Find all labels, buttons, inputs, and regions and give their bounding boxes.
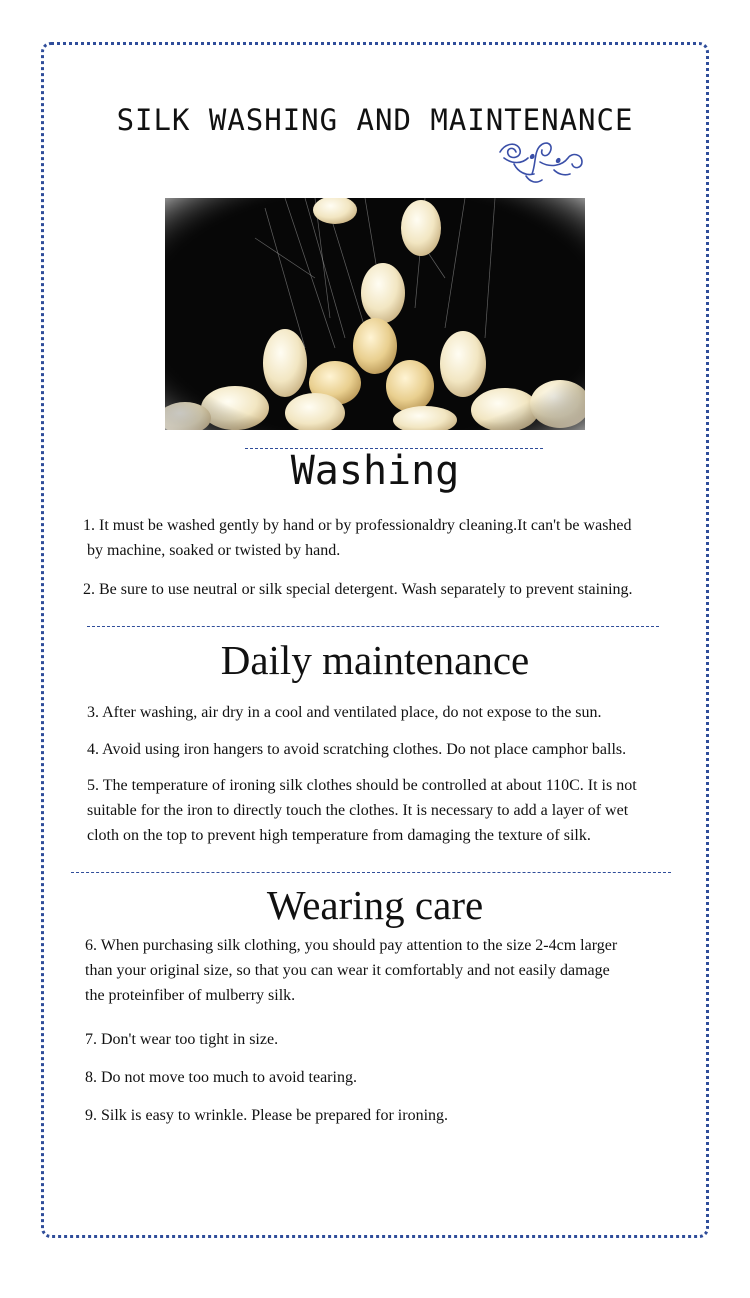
section-heading-daily-maintenance: Daily maintenance <box>220 637 530 683</box>
page-title: SILK WASHING AND MAINTENANCE <box>116 103 634 137</box>
floral-flourish-icon <box>496 134 588 186</box>
item-6-line-3: the proteinfiber of mulberry silk. <box>85 987 296 1004</box>
section-heading-wearing-care: Wearing care <box>266 882 484 928</box>
list-item <box>83 577 703 602</box>
list-item <box>85 1103 685 1128</box>
list-item <box>85 1065 685 1090</box>
list-item <box>85 1027 685 1052</box>
item-6-line-2: than your original size, so that you can wear it comfortably and not easily damage <box>85 962 610 979</box>
item-9-line-1: 9. Silk is easy to wrinkle. Please be prepared for ironing. <box>85 1107 449 1124</box>
list-item <box>87 700 707 725</box>
item-1-line-1: 1. It must be washed gently by hand or by professionaldry cleaning.It can't be washed <box>83 517 632 534</box>
item-3-line-1: 3. After washing, air dry in a cool and ventilated place, do not expose to the sun. <box>87 704 602 721</box>
item-6-line-1: 6. When purchasing silk clothing, you should pay attention to the size 2-4cm larger <box>85 937 618 954</box>
item-4-line-1: 4. Avoid using iron hangers to avoid scratching clothes. Do not place camphor balls. <box>87 741 627 758</box>
item-5-line-2: suitable for the iron to directly touch the clothes. It is necessary to add a layer of wet <box>87 802 629 819</box>
list-item <box>87 773 707 848</box>
item-2-line-1: 2. Be sure to use neutral or silk special detergent. Wash separately to prevent staining. <box>83 581 633 598</box>
silk-cocoons-photo <box>165 198 585 430</box>
divider-wearing-care <box>71 872 671 873</box>
list-item <box>87 737 707 762</box>
list-item <box>83 513 683 563</box>
section-heading-washing: Washing <box>290 448 460 494</box>
list-item <box>85 933 685 1008</box>
item-7-line-1: 7. Don't wear too tight in size. <box>85 1031 279 1048</box>
item-8-line-1: 8. Do not move too much to avoid tearing. <box>85 1069 357 1086</box>
item-1-line-2: by machine, soaked or twisted by hand. <box>83 542 341 559</box>
divider-daily-maintenance <box>87 626 659 627</box>
item-5-line-1: 5. The temperature of ironing silk clothes should be controlled at about 110C. It is not <box>87 777 637 794</box>
item-5-line-3: cloth on the top to prevent high temperature from damaging the texture of silk. <box>87 827 591 844</box>
